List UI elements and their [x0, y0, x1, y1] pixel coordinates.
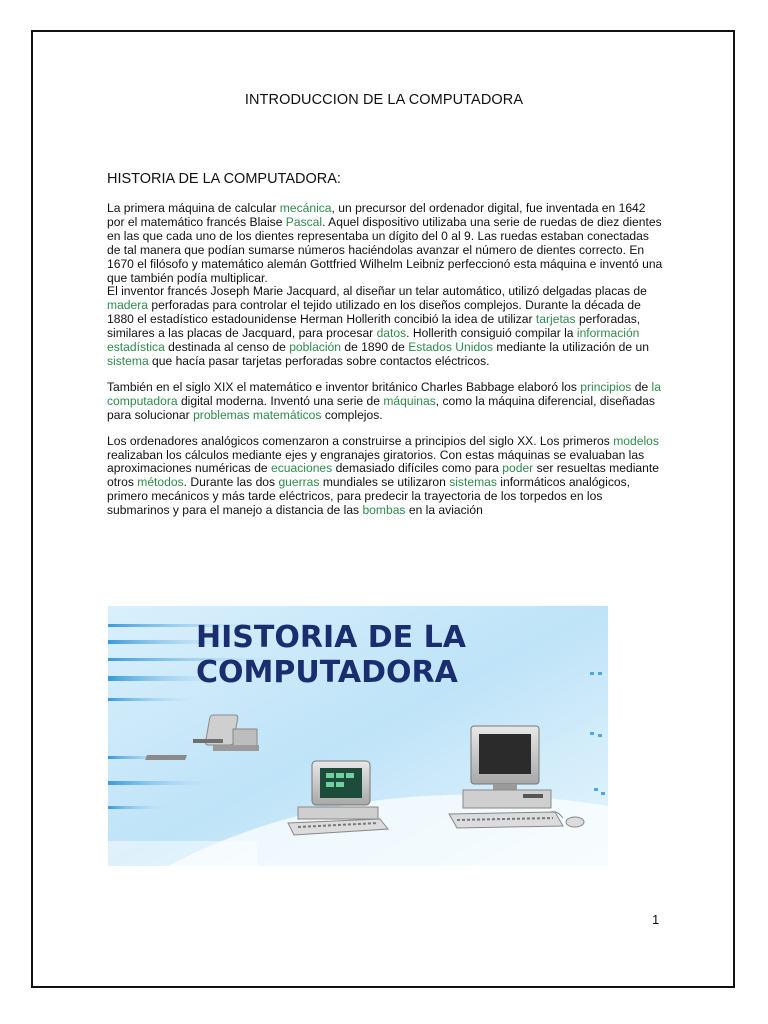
text-run: . Durante las dos: [183, 475, 279, 490]
text-run: , como la máquina diferencial, diseñadas para solucionar: [107, 393, 655, 422]
text-run: También en el siglo XIX el matemático e inventor británico Charles Babbage elaboró los: [107, 379, 581, 394]
hyperlink[interactable]: principios: [580, 379, 632, 394]
hyperlink[interactable]: poder: [502, 461, 534, 476]
hyperlink[interactable]: problemas matemáticos: [193, 407, 322, 422]
text-run: mediante la utilización de un: [492, 340, 649, 355]
text-run: Los ordenadores analógicos comenzaron a construirse a principios del siglo XX. Los primeros: [107, 433, 614, 448]
paragraph-4: [107, 435, 663, 518]
text-run: mundiales se utilizaron: [319, 475, 450, 490]
paragraph-3: [107, 381, 663, 423]
text-run: destinada al censo de: [164, 340, 290, 355]
text-run: ser resueltas mediante otros: [107, 461, 659, 490]
paragraph-1: [107, 202, 663, 285]
hyperlink[interactable]: sistemas: [449, 475, 497, 490]
document-title: INTRODUCCION DE LA COMPUTADORA: [244, 92, 524, 108]
hyperlink[interactable]: Pascal: [285, 214, 323, 229]
hero-image: [108, 606, 608, 866]
hyperlink[interactable]: la computadora: [107, 379, 661, 408]
text-run: El inventor francés Joseph Marie Jacquard, al diseñar un telar automático, utilizó delgadas placas de: [107, 284, 647, 299]
text-run: de 1890 de: [340, 340, 409, 355]
hero-title-line1: HISTORIA DE LA: [196, 620, 466, 655]
text-run: perforadas para controlar el tejido utilizado en los diseños complejos. Durante la década de 1880 el estadístico estadounidense Herman Hollerith concibió la idea de utilizar: [107, 298, 641, 327]
hyperlink[interactable]: guerras: [278, 475, 320, 490]
hyperlink[interactable]: madera: [107, 298, 149, 313]
section-heading: HISTORIA DE LA COMPUTADORA:: [107, 171, 341, 187]
text-run: digital moderna. Inventó una serie de: [177, 393, 384, 408]
text-run: perforadas, similares a las placas de Jacquard, para procesar: [107, 312, 641, 341]
hyperlink[interactable]: modelos: [613, 433, 659, 448]
text-run: , un precursor del ordenador digital, fue inventada en 1642 por el matemático francés Blaise: [107, 201, 646, 229]
hyperlink[interactable]: datos: [376, 326, 407, 341]
text-run: realizaban los cálculos mediante ejes y engranajes giratorios. Con estas máquinas se evaluaban las aproximaciones numéricas de: [107, 447, 645, 476]
hyperlink[interactable]: ecuaciones: [271, 461, 333, 476]
hero-title-line2: COMPUTADORA: [196, 655, 458, 690]
text-run: demasiado difíciles como para: [332, 461, 503, 476]
text-run: de: [631, 379, 652, 394]
hero-illustration: [108, 606, 608, 866]
hyperlink[interactable]: población: [289, 340, 341, 355]
text-run: . Aquel dispositivo utilizaba una serie de ruedas de diez dientes en las que cada uno de los dientes representaba un dígito del 0 al 9. Las ruedas estaban conectadas de tal manera que podían sumarse números haciéndolas avanzar el número de dientes correcto. En 1670 el filósofo y matemático alemán Gottfried Wilhelm Leibniz perfeccionó esta máquina e inventó una que también podía multiplicar.: [107, 214, 663, 285]
text-run: La primera máquina de calcular: [107, 201, 280, 215]
body-text: [107, 202, 663, 518]
text-run: informáticos analógicos, primero mecánicos y más tarde eléctricos, para predecir la trayectoria de los torpedos en los submarinos y para el manejo a distancia de las: [107, 475, 631, 518]
hyperlink[interactable]: sistema: [107, 353, 149, 368]
text-run: complejos.: [321, 407, 383, 422]
text-run: en la aviación: [405, 503, 483, 518]
hyperlink[interactable]: Estados Unidos: [408, 340, 493, 355]
page-number: 1: [652, 912, 660, 927]
hyperlink[interactable]: información estadística: [107, 326, 640, 355]
text-run: . Hollerith consiguió compilar la: [406, 326, 577, 341]
text-run: que hacía pasar tarjetas perforadas sobre contactos eléctricos.: [148, 353, 490, 368]
hyperlink[interactable]: métodos: [137, 475, 184, 490]
hyperlink[interactable]: bombas: [362, 503, 406, 518]
hyperlink[interactable]: máquinas: [383, 393, 436, 408]
hyperlink[interactable]: mecánica: [279, 201, 332, 215]
paragraph-2: [107, 285, 663, 368]
hyperlink[interactable]: tarjetas: [535, 312, 576, 327]
